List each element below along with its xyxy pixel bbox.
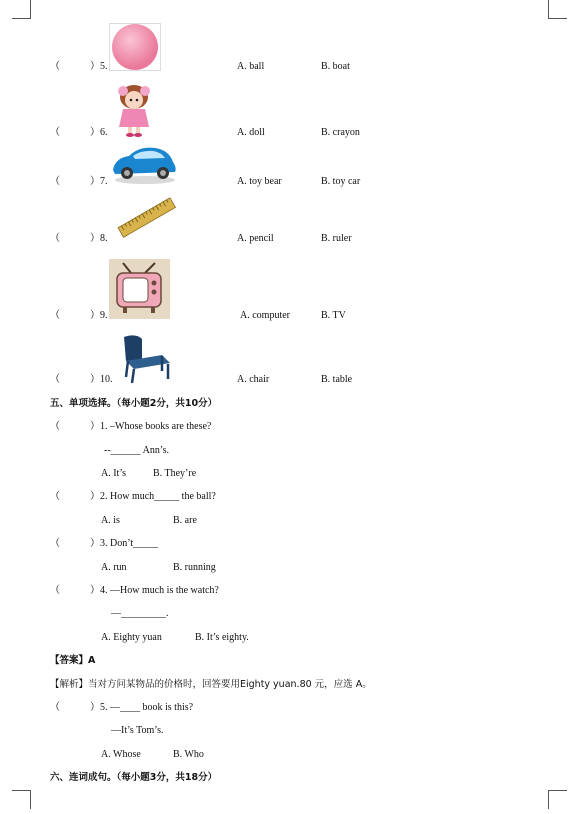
ball-icon [109,23,161,71]
q4-paren: （ [50,585,60,596]
q5-reply: —It’s Tom’s. [111,725,164,736]
toy-car-icon [109,140,179,186]
item-7-number: ）7. [90,176,108,187]
item-9-number: ）9. [90,310,108,321]
doll-icon [113,83,155,138]
chair-icon [118,333,172,385]
q2-stem: ）2. How much_____ the ball? [90,491,216,502]
q5-option-a: A. Whose [101,749,141,760]
item-5-option-a: A. ball [237,61,265,72]
q1-reply: --______ Ann’s. [104,445,169,456]
crop-mark-bottom-right [548,790,567,809]
q1-stem: ）1. –Whose books are these? [90,421,212,432]
item-6-paren: （ [50,127,60,138]
q4-reply: —_________. [111,608,169,619]
tv-icon [109,259,170,319]
item-7-option-a: A. toy bear [237,176,282,187]
crop-mark-bottom-left [12,790,31,809]
item-5-option-b: B. boat [321,61,350,72]
q2-option-b: B. are [173,515,197,526]
item-10-option-b: B. table [321,374,353,385]
item-10-paren: （ [50,374,60,385]
q3-paren: （ [50,538,60,549]
item-7-paren: （ [50,176,60,187]
crop-mark-top-left [12,0,31,19]
item-10-option-a: A. chair [237,374,270,385]
q3-option-b: B. running [173,562,216,573]
item-7-option-b: B. toy car [321,176,361,187]
item-6-number: ）6. [90,127,108,138]
section-5-heading: 五、单项选择。（每小题2分，共10分） [50,398,218,409]
q5-option-b: B. Who [173,749,204,760]
crop-mark-top-right [548,0,567,19]
item-6-option-a: A. doll [237,127,265,138]
item-6-option-b: B. crayon [321,127,360,138]
q1-option-b: B. They’re [153,468,197,479]
q4-option-a: A. Eighty yuan [101,632,162,643]
q3-stem: ）3. Don’t_____ [90,538,159,549]
item-5-paren: （ [50,61,60,72]
item-8-option-a: A. pencil [237,233,274,244]
item-9-option-b: B. TV [321,310,346,321]
ruler-icon [115,196,179,240]
item-5-number: ）5. [90,61,108,72]
q2-paren: （ [50,491,60,502]
q1-paren: （ [50,421,60,432]
q4-option-b: B. It’s eighty. [195,632,249,643]
item-8-number: ）8. [90,233,108,244]
q5-stem: ）5. —____ book is this? [90,702,194,713]
item-8-option-b: B. ruler [321,233,352,244]
item-9-paren: （ [50,310,60,321]
item-10-number: ）10. [90,374,113,385]
q3-option-a: A. run [101,562,127,573]
q5-paren: （ [50,702,60,713]
analysis-line: 【解析】当对方问某物品的价格时，回答要用Eighty yuan.80 元，应选 A。 [50,679,372,690]
item-8-paren: （ [50,233,60,244]
q2-option-a: A. is [101,515,120,526]
q1-option-a: A. It’s [101,468,126,479]
section-6-heading: 六、连词成句。（每小题3分，共18分） [50,772,218,783]
item-9-option-a: A. computer [240,310,290,321]
q4-stem: ）4. —How much is the watch? [90,585,219,596]
answer-line: 【答案】A [50,655,96,666]
